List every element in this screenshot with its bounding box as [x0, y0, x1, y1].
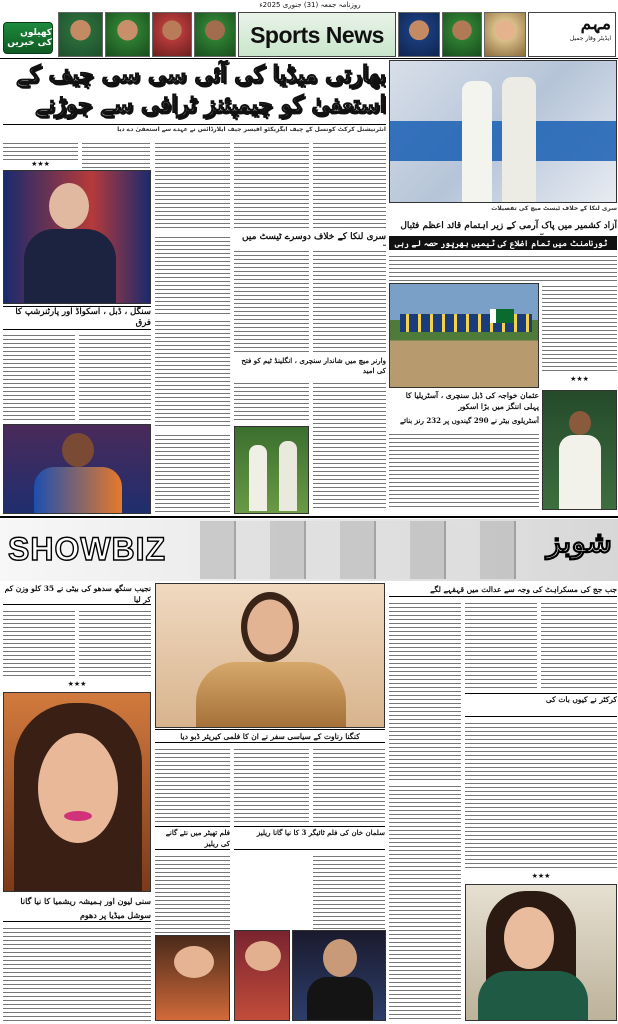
batsman-head — [569, 411, 591, 435]
khawaja-headline: عثمان خواجہ کی ڈبل سنچری ، آسٹریلیا کا پہلی اننگز میں بڑا اسکور — [405, 391, 539, 411]
column-text-10 — [542, 283, 617, 373]
player-thumb-7 — [484, 12, 526, 57]
brand-name: مہم — [580, 14, 611, 34]
batsman-body — [559, 435, 601, 510]
photo-film-couple-2 — [155, 935, 230, 1021]
kashmir-sub-bar: ٹورنامنٹ میں تمام اضلاع کی ٹیمیں بھرپور حصہ لے رہی — [389, 236, 617, 250]
brand-editor: ایڈیٹر وقار جمیل — [569, 35, 611, 42]
column-text-13 — [155, 318, 230, 428]
sunny-subheadline: سوشل میڈیا پر دھوم — [3, 908, 151, 922]
photo-khawaja — [542, 390, 617, 510]
player-thumb-4 — [194, 12, 236, 57]
showbiz-text-1 — [3, 608, 75, 678]
player-thumb-1 — [58, 12, 103, 57]
column-text-16 — [389, 431, 539, 509]
player-thumb-6 — [442, 12, 482, 57]
showbiz-rule — [0, 516, 618, 518]
salman-headline: سلمان خان کی فلم ٹائیگر 3 کا نیا گانا ریلیز — [234, 826, 385, 850]
brand-logo — [528, 12, 616, 57]
section-label: کھیلوں کی خبریں — [7, 28, 52, 48]
column-text-1 — [3, 140, 78, 160]
midcol-headline: سری لنکا کے خلاف دوسرے ٹیسٹ میں — [242, 232, 386, 242]
showbiz-left-headline: نجیب سنگھ سدھو کی بیٹی نے 35 کلو وزن کم کر لیا — [4, 584, 151, 604]
photo-cricketer-blue — [3, 424, 151, 514]
stars-divider-3: ★★★ — [67, 680, 87, 688]
photo-actress-green — [465, 884, 617, 1021]
photo-kangana — [155, 583, 385, 728]
showbiz-text-13 — [389, 783, 461, 1021]
showbiz-right-headline: جب جج کی مسکراہٹ کی وجہ سے عدالت میں قہقہے لگے — [389, 583, 617, 597]
showbiz-text-2 — [79, 608, 151, 678]
masthead-title: Sports News — [250, 22, 384, 48]
player-figure-1 — [462, 81, 492, 203]
batter-1 — [249, 445, 267, 511]
showbiz-title: SHOWBIZ — [8, 531, 167, 567]
column-text-2 — [82, 140, 150, 168]
photo-icc-official — [3, 170, 151, 304]
kangana-caption: کنگنا رناوت کے سیاسی سفر نے ان کا فلمی کیریئر ڈبو دیا — [155, 729, 385, 743]
midcol-subheadline: وارنر میچ میں شاندار سنچری ، انگلینڈ ٹیم کو فتح کی امید — [241, 356, 386, 375]
column-text-15 — [313, 380, 386, 510]
showbiz-text-4 — [465, 600, 537, 690]
couple-faces — [245, 941, 281, 971]
column-text-17 — [155, 432, 230, 512]
showbiz-text-7 — [3, 925, 151, 1021]
photo-sunny — [3, 692, 151, 892]
official-head — [49, 183, 89, 229]
showbiz-text-11 — [155, 853, 230, 933]
actress2-face — [504, 907, 554, 969]
main-headline: بھارتی میڈیا کی آئی سی سی چیف کے استعفیٰ کو چیمپئنز ٹرافی سے جوڑنے — [16, 61, 386, 118]
column-text-12 — [79, 332, 151, 422]
showbiz-urdu-title: شوبز — [546, 525, 612, 560]
showbiz-text-10 — [313, 746, 385, 824]
masthead-rule — [0, 58, 618, 59]
actress-outfit — [196, 662, 346, 728]
photo-film-couple — [234, 930, 290, 1021]
showbiz-text-8 — [155, 746, 230, 824]
salman-suit — [307, 977, 373, 1021]
column-text-4 — [234, 140, 309, 228]
player-figure-2 — [502, 77, 536, 203]
section-label-banner — [3, 22, 53, 54]
left-headline: سنگل ، ڈبل ، اسکواڈ اور پارٹنرشپ کا فرق — [3, 306, 151, 330]
batter-2 — [279, 441, 297, 511]
actress-head — [241, 592, 299, 662]
column-text-7 — [155, 234, 230, 314]
photo-salman — [292, 930, 386, 1021]
celebrity-strip — [200, 521, 530, 579]
showbiz-banner — [0, 519, 618, 581]
column-text-8 — [234, 248, 309, 352]
stars-divider-4: ★★★ — [531, 872, 551, 880]
showbiz-mid-headline: فلم تھیٹر میں نئے گانے کی ریلیز — [155, 826, 230, 850]
kashmir-strip-text: سری لنکا کے خلاف ٹیسٹ میچ کی تفصیلات — [491, 205, 617, 212]
photo-test-players — [389, 60, 617, 203]
showbiz-text-9 — [234, 746, 309, 824]
official-suit — [24, 229, 116, 304]
photo-football-team — [389, 283, 539, 388]
column-text-5 — [313, 140, 386, 228]
column-text-11 — [3, 332, 75, 422]
salman-head — [323, 939, 357, 977]
couple2-faces — [174, 946, 214, 978]
caption-strip — [389, 205, 617, 217]
column-text-14 — [234, 380, 309, 420]
column-text-3 — [155, 140, 230, 230]
column-text-9 — [313, 248, 386, 352]
showbiz-right-subhead: کرکٹر نے کیوں بات کی — [465, 693, 617, 717]
showbiz-text-3 — [389, 600, 461, 780]
showbiz-text-5 — [541, 600, 617, 690]
kashmir-headline: آزاد کشمیر میں پاک آرمی کے زیر اہتمام قائد اعظم فٹبال — [400, 221, 617, 231]
showbiz-text-6 — [465, 720, 617, 870]
khawaja-subheadline: آسٹریلوی بیٹر نے 290 گیندوں پر 232 رنز بنائے — [400, 416, 539, 425]
photo-test-match — [234, 426, 309, 514]
lead-caption: انٹرنیشنل کرکٹ کونسل کے چیف ایگزیکٹو آفیسر جیف ایلارڈائس نے عہدے سے استعفیٰ دے دیا — [117, 126, 386, 133]
column-text-6 — [389, 253, 617, 281]
masthead-title-box — [238, 12, 396, 57]
player-thumb-3 — [152, 12, 192, 57]
sunny-face — [38, 733, 118, 843]
stars-divider-2: ★★★ — [570, 375, 589, 383]
sunny-lips — [64, 811, 92, 821]
player-thumb-2 — [105, 12, 150, 57]
cricketer-head — [62, 433, 94, 467]
sunny-headline: سنی لیون اور ہمیشہ ریشمیا کا نیا گانا — [20, 896, 151, 906]
cricketer-jersey — [34, 467, 122, 514]
headline-rule — [3, 124, 386, 125]
actress2-dress — [478, 971, 588, 1021]
dateline: روزنامہ جمعہ (31) جنوری 2025ء — [259, 1, 361, 9]
pakistan-flag — [490, 309, 514, 323]
player-thumb-5 — [398, 12, 440, 57]
stars-divider-1: ★★★ — [31, 160, 50, 168]
